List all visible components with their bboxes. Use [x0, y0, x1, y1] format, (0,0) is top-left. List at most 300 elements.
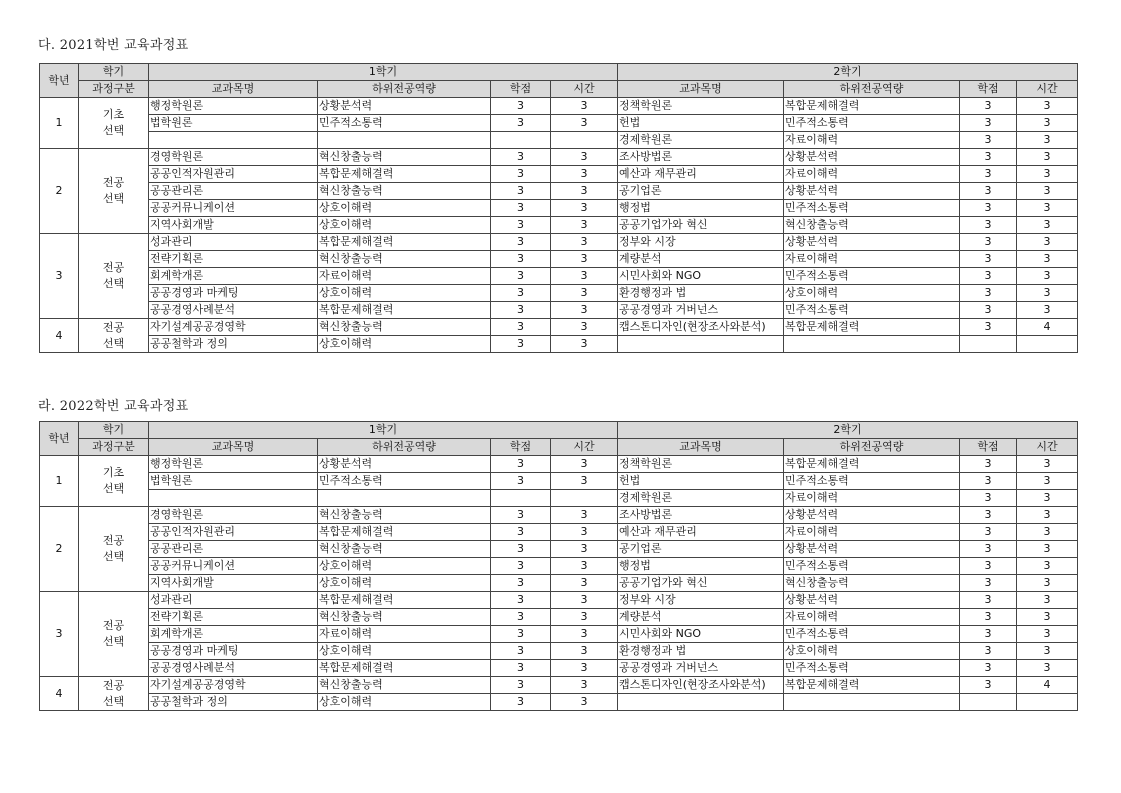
sem1-credits: 3	[491, 643, 551, 660]
sem2-credits: 3	[960, 507, 1017, 524]
sem2-credits: 3	[960, 302, 1017, 319]
header-credits-2: 학점	[960, 439, 1017, 456]
sem1-competency: 상호이해력	[318, 575, 491, 592]
table-row	[40, 149, 1078, 166]
sem1-credits: 3	[491, 268, 551, 285]
sem1-course-name: 공공경영사례분석	[149, 660, 318, 677]
sem1-hours: 3	[551, 592, 618, 609]
sem2-course-name: 경제학원론	[618, 490, 784, 507]
sem2-course-name: 공공경영과 거버넌스	[618, 302, 784, 319]
sem2-competency: 민주적소통력	[784, 626, 960, 643]
sem1-credits: 3	[491, 98, 551, 115]
sem2-course-name: 시민사회와 NGO	[618, 626, 784, 643]
header-hours-2: 시간	[1017, 439, 1078, 456]
year-cell: 1	[40, 98, 79, 149]
sem2-credits: 3	[960, 319, 1017, 336]
sem2-credits: 3	[960, 268, 1017, 285]
sem1-hours: 3	[551, 149, 618, 166]
curriculum-table-1	[39, 63, 1078, 353]
header-course-1: 교과목명	[149, 439, 318, 456]
sem1-hours: 3	[551, 217, 618, 234]
sem1-course-name: 공공경영과 마케팅	[149, 643, 318, 660]
track-line-2: 선택	[102, 277, 125, 290]
sem1-credits: 3	[491, 626, 551, 643]
sem2-credits: 3	[960, 490, 1017, 507]
sem2-competency: 민주적소통력	[784, 115, 960, 132]
header-year: 학년	[40, 422, 79, 456]
sem2-course-name: 정책학원론	[618, 456, 784, 473]
header-competency-2: 하위전공역량	[784, 81, 960, 98]
sem1-hours: 3	[551, 558, 618, 575]
sem2-course-name: 정부와 시장	[618, 592, 784, 609]
sem1-hours: 3	[551, 473, 618, 490]
sem1-credits: 3	[491, 166, 551, 183]
sem2-course-name: 예산과 재무관리	[618, 524, 784, 541]
curriculum-table-2	[39, 421, 1078, 711]
sem2-hours: 3	[1017, 217, 1078, 234]
table-row	[40, 626, 1078, 643]
sem1-hours: 3	[551, 575, 618, 592]
sem1-competency: 자료이해력	[318, 268, 491, 285]
sem2-credits: 3	[960, 115, 1017, 132]
sem1-competency: 복합문제해결력	[318, 166, 491, 183]
track-cell	[79, 234, 149, 319]
sem2-hours: 3	[1017, 660, 1078, 677]
sem1-credits: 3	[491, 302, 551, 319]
sem2-credits: 3	[960, 183, 1017, 200]
sem2-hours: 3	[1017, 234, 1078, 251]
table-row	[40, 268, 1078, 285]
table-row	[40, 643, 1078, 660]
header-course-1: 교과목명	[149, 81, 318, 98]
year-cell: 1	[40, 456, 79, 507]
sem2-credits	[960, 336, 1017, 353]
table-row	[40, 285, 1078, 302]
sem1-course-name: 자기설계공공경영학	[149, 319, 318, 336]
sem2-course-name: 경제학원론	[618, 132, 784, 149]
header-course-2: 교과목명	[618, 439, 784, 456]
sem2-competency	[784, 694, 960, 711]
sem2-course-name: 정책학원론	[618, 98, 784, 115]
sem1-competency	[318, 490, 491, 507]
sem2-credits: 3	[960, 98, 1017, 115]
sem1-hours: 3	[551, 234, 618, 251]
sem2-competency: 상황분석력	[784, 234, 960, 251]
header-year: 학년	[40, 64, 79, 98]
sem2-credits: 3	[960, 200, 1017, 217]
table-row	[40, 217, 1078, 234]
header-track: 과정구분	[79, 439, 149, 456]
sem2-competency: 상황분석력	[784, 149, 960, 166]
table-row	[40, 473, 1078, 490]
sem2-hours: 3	[1017, 592, 1078, 609]
header-sem1: 1학기	[149, 64, 618, 81]
sem2-hours: 3	[1017, 575, 1078, 592]
sem2-hours: 3	[1017, 285, 1078, 302]
sem2-hours: 3	[1017, 626, 1078, 643]
track-line-1: 기초	[102, 108, 125, 121]
sem1-hours: 3	[551, 200, 618, 217]
sem2-course-name: 헌법	[618, 473, 784, 490]
sem1-hours: 3	[551, 524, 618, 541]
sem2-course-name: 공공기업가와 혁신	[618, 575, 784, 592]
sem2-competency: 상호이해력	[784, 643, 960, 660]
sem2-competency: 자료이해력	[784, 166, 960, 183]
sem1-credits: 3	[491, 183, 551, 200]
sem1-competency: 혁신창출능력	[318, 507, 491, 524]
sem2-credits: 3	[960, 149, 1017, 166]
sem1-competency: 복합문제해결력	[318, 592, 491, 609]
sem2-credits: 3	[960, 541, 1017, 558]
sem2-course-name: 공공기업가와 혁신	[618, 217, 784, 234]
track-line-2: 선택	[102, 635, 125, 648]
track-cell	[79, 677, 149, 711]
track-line-1: 전공	[102, 320, 125, 334]
sem1-course-name: 경영학원론	[149, 507, 318, 524]
sem2-course-name: 공기업론	[618, 541, 784, 558]
header-competency-1: 하위전공역량	[318, 439, 491, 456]
table-row	[40, 660, 1078, 677]
sem2-credits: 3	[960, 456, 1017, 473]
sem2-course-name: 계량분석	[618, 251, 784, 268]
sem2-credits: 3	[960, 626, 1017, 643]
sem1-competency: 상호이해력	[318, 285, 491, 302]
sem2-course-name: 조사방법론	[618, 507, 784, 524]
sem2-hours: 3	[1017, 98, 1078, 115]
sem2-hours: 3	[1017, 302, 1078, 319]
sem2-competency: 자료이해력	[784, 609, 960, 626]
sem1-competency: 상호이해력	[318, 336, 491, 353]
sem1-hours: 3	[551, 677, 618, 694]
sem2-course-name: 캡스톤디자인(현장조사와분석)	[618, 319, 784, 336]
sem1-course-name: 법학원론	[149, 115, 318, 132]
sem2-hours: 4	[1017, 319, 1078, 336]
sem1-competency: 복합문제해결력	[318, 302, 491, 319]
table-row	[40, 132, 1078, 149]
sem1-hours: 3	[551, 183, 618, 200]
sem2-competency: 복합문제해결력	[784, 677, 960, 694]
header-semester: 학기	[79, 422, 149, 439]
track-line-1: 전공	[102, 534, 125, 547]
sem1-credits	[491, 132, 551, 149]
sem1-competency: 혁신창출능력	[318, 541, 491, 558]
table-row	[40, 251, 1078, 268]
sem1-course-name: 행정학원론	[149, 98, 318, 115]
sem2-competency: 민주적소통력	[784, 268, 960, 285]
track-line-1: 전공	[102, 619, 125, 632]
sem2-hours: 3	[1017, 166, 1078, 183]
sem1-course-name: 법학원론	[149, 473, 318, 490]
table-row	[40, 677, 1078, 694]
sem2-credits: 3	[960, 677, 1017, 694]
sem2-competency: 복합문제해결력	[784, 456, 960, 473]
sem1-hours: 3	[551, 507, 618, 524]
sem1-course-name: 공공인적자원관리	[149, 524, 318, 541]
header-track: 과정구분	[79, 81, 149, 98]
sem1-course-name: 공공커뮤니케이션	[149, 200, 318, 217]
sem1-competency: 상황분석력	[318, 456, 491, 473]
sem1-competency: 혁신창출능력	[318, 251, 491, 268]
sem1-competency: 상호이해력	[318, 558, 491, 575]
sem1-credits: 3	[491, 575, 551, 592]
table-row	[40, 302, 1078, 319]
sem2-course-name: 환경행정과 법	[618, 643, 784, 660]
sem2-competency: 혁신창출능력	[784, 575, 960, 592]
sem1-course-name: 회계학개론	[149, 268, 318, 285]
sem1-course-name: 전략기획론	[149, 251, 318, 268]
sem2-competency: 상황분석력	[784, 592, 960, 609]
sem2-hours: 3	[1017, 183, 1078, 200]
sem1-credits: 3	[491, 200, 551, 217]
sem1-course-name: 공공관리론	[149, 541, 318, 558]
sem2-hours	[1017, 336, 1078, 353]
header-course-2: 교과목명	[618, 81, 784, 98]
sem1-hours: 3	[551, 251, 618, 268]
sem2-competency	[784, 336, 960, 353]
sem2-credits: 3	[960, 234, 1017, 251]
sem2-course-name: 공공경영과 거버넌스	[618, 660, 784, 677]
sem2-hours: 3	[1017, 507, 1078, 524]
sem1-competency: 혁신창출능력	[318, 677, 491, 694]
table-row	[40, 166, 1078, 183]
sem1-credits: 3	[491, 473, 551, 490]
sem1-course-name: 경영학원론	[149, 149, 318, 166]
track-cell	[79, 507, 149, 592]
sem1-competency: 상호이해력	[318, 694, 491, 711]
sem2-competency: 자료이해력	[784, 251, 960, 268]
sem2-course-name: 공기업론	[618, 183, 784, 200]
sem1-hours: 3	[551, 694, 618, 711]
sem2-credits: 3	[960, 285, 1017, 302]
section-title: 라. 2022학번 교육과정표	[38, 399, 189, 414]
header-competency-2: 하위전공역량	[784, 439, 960, 456]
sem1-hours: 3	[551, 98, 618, 115]
sem1-course-name: 공공철학과 정의	[149, 694, 318, 711]
sem2-competency: 민주적소통력	[784, 660, 960, 677]
sem2-hours: 3	[1017, 473, 1078, 490]
sem1-course-name: 성과관리	[149, 592, 318, 609]
sem2-course-name: 시민사회와 NGO	[618, 268, 784, 285]
sem1-competency	[318, 132, 491, 149]
sem2-hours: 3	[1017, 132, 1078, 149]
header-hours-1: 시간	[551, 81, 618, 98]
sem1-competency: 상호이해력	[318, 200, 491, 217]
sem1-course-name: 성과관리	[149, 234, 318, 251]
header-sem2: 2학기	[618, 422, 1078, 439]
sem1-course-name: 회계학개론	[149, 626, 318, 643]
year-cell: 4	[40, 319, 79, 353]
sem2-credits: 3	[960, 609, 1017, 626]
sem2-course-name: 헌법	[618, 115, 784, 132]
sem1-competency: 상호이해력	[318, 217, 491, 234]
sem1-competency: 민주적소통력	[318, 115, 491, 132]
table-row	[40, 541, 1078, 558]
sem2-course-name: 환경행정과 법	[618, 285, 784, 302]
sem1-credits: 3	[491, 507, 551, 524]
sem1-credits: 3	[491, 115, 551, 132]
track-line-1: 전공	[102, 261, 125, 274]
sem1-hours: 3	[551, 319, 618, 336]
table-row	[40, 98, 1078, 115]
table-row	[40, 336, 1078, 353]
sem1-competency: 혁신창출능력	[318, 149, 491, 166]
sem1-competency: 상황분석력	[318, 98, 491, 115]
table-row	[40, 115, 1078, 132]
sem1-hours: 3	[551, 268, 618, 285]
track-line-2: 선택	[102, 192, 125, 205]
sem2-hours: 3	[1017, 490, 1078, 507]
sem2-credits: 3	[960, 524, 1017, 541]
track-cell	[79, 98, 149, 149]
sem2-credits: 3	[960, 558, 1017, 575]
sem1-credits: 3	[491, 319, 551, 336]
track-cell	[79, 319, 149, 353]
sem1-credits: 3	[491, 456, 551, 473]
table-row	[40, 456, 1078, 473]
sem1-credits	[491, 490, 551, 507]
track-line-2: 선택	[102, 124, 125, 137]
sem1-course-name: 전략기획론	[149, 609, 318, 626]
sem1-competency: 혁신창출능력	[318, 319, 491, 336]
sem1-course-name	[149, 490, 318, 507]
table-row	[40, 558, 1078, 575]
sem1-hours: 3	[551, 285, 618, 302]
track-cell	[79, 592, 149, 677]
sem2-competency: 상호이해력	[784, 285, 960, 302]
sem2-hours: 3	[1017, 268, 1078, 285]
sem1-course-name: 공공철학과 정의	[149, 336, 318, 353]
sem1-course-name: 행정학원론	[149, 456, 318, 473]
table-row	[40, 200, 1078, 217]
track-line-2: 선택	[102, 336, 125, 350]
track-cell	[79, 149, 149, 234]
track-line-1: 기초	[102, 466, 125, 479]
sem1-hours: 3	[551, 541, 618, 558]
sem2-credits: 3	[960, 473, 1017, 490]
sem2-course-name: 행정법	[618, 200, 784, 217]
table-row	[40, 592, 1078, 609]
header-credits-1: 학점	[491, 81, 551, 98]
year-cell: 4	[40, 677, 79, 711]
sem2-hours: 3	[1017, 524, 1078, 541]
sem1-competency: 혁신창출능력	[318, 609, 491, 626]
header-credits-2: 학점	[960, 81, 1017, 98]
sem1-course-name: 공공커뮤니케이션	[149, 558, 318, 575]
track-cell	[79, 456, 149, 507]
sem1-credits: 3	[491, 677, 551, 694]
sem2-credits: 3	[960, 217, 1017, 234]
sem2-hours: 3	[1017, 609, 1078, 626]
sem1-hours: 3	[551, 456, 618, 473]
sem1-competency: 복합문제해결력	[318, 660, 491, 677]
track-line-2: 선택	[102, 482, 125, 495]
sem1-credits: 3	[491, 541, 551, 558]
sem2-credits	[960, 694, 1017, 711]
sem2-competency: 민주적소통력	[784, 302, 960, 319]
sem1-hours: 3	[551, 609, 618, 626]
sem1-course-name: 공공경영과 마케팅	[149, 285, 318, 302]
sem2-credits: 3	[960, 592, 1017, 609]
sem1-credits: 3	[491, 285, 551, 302]
sem1-course-name: 공공경영사례분석	[149, 302, 318, 319]
sem1-course-name	[149, 132, 318, 149]
sem1-hours: 3	[551, 626, 618, 643]
sem2-credits: 3	[960, 132, 1017, 149]
sem2-hours: 3	[1017, 541, 1078, 558]
sem2-course-name: 예산과 재무관리	[618, 166, 784, 183]
sem1-hours: 3	[551, 115, 618, 132]
sem1-hours: 3	[551, 166, 618, 183]
year-cell: 2	[40, 507, 79, 592]
table-row	[40, 183, 1078, 200]
track-line-2: 선택	[102, 694, 125, 708]
header-sem2: 2학기	[618, 64, 1078, 81]
sem1-competency: 민주적소통력	[318, 473, 491, 490]
sem1-competency: 자료이해력	[318, 626, 491, 643]
header-competency-1: 하위전공역량	[318, 81, 491, 98]
sem2-hours: 3	[1017, 251, 1078, 268]
sem1-hours: 3	[551, 302, 618, 319]
sem2-course-name: 캡스톤디자인(현장조사와분석)	[618, 677, 784, 694]
sem1-credits: 3	[491, 694, 551, 711]
sem2-hours: 4	[1017, 677, 1078, 694]
sem2-course-name	[618, 694, 784, 711]
sem2-competency: 혁신창출능력	[784, 217, 960, 234]
sem1-hours: 3	[551, 336, 618, 353]
year-cell: 3	[40, 592, 79, 677]
sem1-credits: 3	[491, 524, 551, 541]
year-cell: 3	[40, 234, 79, 319]
sem1-course-name: 공공관리론	[149, 183, 318, 200]
sem2-competency: 민주적소통력	[784, 473, 960, 490]
sem2-competency: 자료이해력	[784, 524, 960, 541]
table-row	[40, 694, 1078, 711]
section-title: 다. 2021학번 교육과정표	[38, 38, 189, 53]
sem1-hours	[551, 490, 618, 507]
sem1-competency: 상호이해력	[318, 643, 491, 660]
table-row	[40, 507, 1078, 524]
sem2-hours	[1017, 694, 1078, 711]
sem1-competency: 혁신창출능력	[318, 183, 491, 200]
track-line-1: 전공	[102, 678, 125, 692]
header-hours-2: 시간	[1017, 81, 1078, 98]
sem2-competency: 상황분석력	[784, 541, 960, 558]
sem1-hours: 3	[551, 643, 618, 660]
sem2-competency: 민주적소통력	[784, 558, 960, 575]
year-cell: 2	[40, 149, 79, 234]
sem1-credits: 3	[491, 149, 551, 166]
sem2-competency: 상황분석력	[784, 507, 960, 524]
sem2-hours: 3	[1017, 149, 1078, 166]
sem1-credits: 3	[491, 336, 551, 353]
sem2-course-name: 정부와 시장	[618, 234, 784, 251]
header-semester: 학기	[79, 64, 149, 81]
sem1-competency: 복합문제해결력	[318, 524, 491, 541]
sem2-course-name	[618, 336, 784, 353]
sem2-credits: 3	[960, 575, 1017, 592]
table-row	[40, 490, 1078, 507]
table-row	[40, 524, 1078, 541]
table-row	[40, 234, 1078, 251]
track-line-1: 전공	[102, 176, 125, 189]
sem2-hours: 3	[1017, 456, 1078, 473]
sem2-competency: 자료이해력	[784, 132, 960, 149]
header-credits-1: 학점	[491, 439, 551, 456]
sem2-hours: 3	[1017, 200, 1078, 217]
sem2-hours: 3	[1017, 558, 1078, 575]
track-line-2: 선택	[102, 550, 125, 563]
sem1-hours	[551, 132, 618, 149]
